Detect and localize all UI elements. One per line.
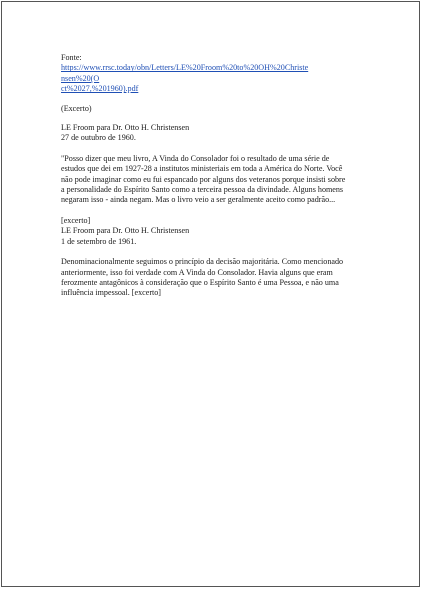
document-content bbox=[61, 53, 367, 299]
letter-2-line: ferozmente antagônicos à consideração que o Espírito Santo é uma Pessoa, e não uma bbox=[61, 277, 339, 287]
letter-1-line: a personalidade do Espírito Santo como a terceira pessoa da divindade. Alguns homens bbox=[61, 185, 344, 195]
source-link[interactable] bbox=[61, 63, 311, 94]
letter-2-body bbox=[61, 257, 367, 299]
letter-2-heading: LE Froom para Dr. Otto H. Christensen bbox=[61, 226, 190, 236]
letter-1-body bbox=[61, 154, 367, 206]
excerpt-tag-2: [excerto] bbox=[61, 215, 91, 225]
letter-1-line: negaram isso - ainda negam. Mas o livro veio a ser geralmente aceito como padrão... bbox=[61, 195, 336, 205]
letter-1-line: não pode imaginar como eu fui espancado por alguns dos veteranos porque insisti sobre bbox=[61, 174, 346, 184]
source-link-line-2[interactable]: ct%2027,%201960).pdf bbox=[61, 84, 139, 94]
source-label: Fonte: bbox=[61, 53, 82, 62]
letter-1-line: estudos que dei em 1927-28 a institutos ministeriais em toda a América do Norte. Você bbox=[61, 164, 343, 174]
excerpt-tag-1: (Excerto) bbox=[61, 103, 92, 113]
letter-1-line: "Posso dizer que meu livro, A Vinda do Consolador foi o resultado de uma série de bbox=[61, 153, 330, 163]
letter-2-line: anteriormente, isso foi verdade com A Vinda do Consolador. Havia alguns que eram bbox=[61, 267, 333, 277]
source-link-line-1[interactable]: https://www.rrsc.today/obn/Letters/LE%20Froom%20to%20OH%20Christensen%20(O bbox=[61, 63, 309, 83]
letter-1-heading: LE Froom para Dr. Otto H. Christensen bbox=[61, 123, 190, 133]
letter-1-date: 27 de outubro de 1960. bbox=[61, 133, 136, 143]
letter-2-date: 1 de setembro de 1961. bbox=[61, 236, 137, 246]
document-page bbox=[1, 1, 420, 587]
letter-2-line: influência impessoal. [excerto] bbox=[61, 288, 162, 298]
letter-2-line: Denominacionalmente seguimos o princípio da decisão majoritária. Como mencionado bbox=[61, 257, 344, 267]
